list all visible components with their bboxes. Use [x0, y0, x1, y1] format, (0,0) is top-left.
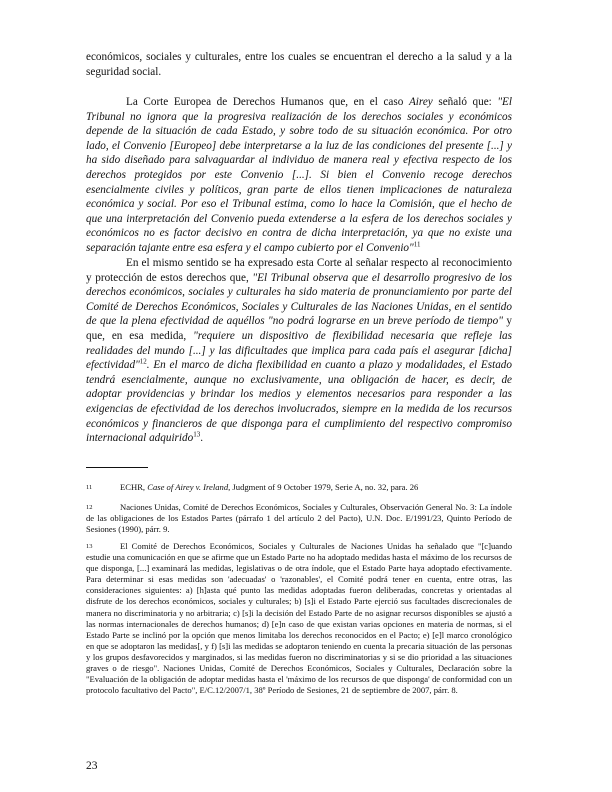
airey-paragraph — [86, 95, 512, 256]
same-sense-paragraph — [86, 256, 512, 446]
intro-text: económicos, sociales y culturales, entre los cuales se encuentran el derecho a la salud y a la seguridad social. — [86, 51, 512, 78]
footnote-13 — [86, 541, 512, 696]
footnote-ref-13: 13 — [193, 430, 201, 439]
airey-quote: "El Tribunal no ignora que la progresiva realización de los derechos sociales y económicos depende de la situación de cada Estado, y sobre todo de su situación económica. Por otro lado, el Convenio [Europeo] debe interpretarse a la luz de las condiciones del presente [...] y ha sido diseñado para salvaguardar al individuo de manera real y efectiva respecto de los derechos protegidos por este Convenio [...]. Si bien el Convenio recoge derechos esencialmente civiles y políticos, gran parte de ellos tienen implicaciones de naturaleza económica y social. Por eso el Tribunal estima, como lo hace la Comisión, que el hecho de que una interpretación del Convenio pueda extenderse a la esfera de los derechos sociales y económicos no es factor decisivo en contra de dicha interpretación, ya que no existe una separación tajante entre esa esfera y el campo cubierto por el Convenio" — [86, 96, 512, 254]
same-mid: y que, en esa medida, — [86, 315, 513, 342]
footnote-11-pre: ECHR, — [120, 482, 148, 492]
same-quote-2: "requiere un dispositivo de flexibilidad necesaria que refleje las realidades del mundo [...] y las dificultades que implica para cada país el asegurar [dicha] efectividad" — [86, 329, 512, 372]
footnote-12 — [86, 502, 512, 535]
intro-paragraph — [86, 50, 512, 79]
footnote-separator — [86, 467, 148, 468]
footnote-13-text: El Comité de Derechos Económicos, Sociales y Culturales de Naciones Unidas ha señalado que "[c]uando estudie una comunicación en que se afirme que un Estado Parte no ha adoptado medidas hasta el máximo de los recursos de que disponga, [...] examinará las medidas, legislativas o de otra índole, que el Estado Parte haya adoptado efectivamente. Para determinar si esas medidas son 'adecuadas' o 'razonables', el Comité podrá tener en cuenta, entre otras, las consideraciones siguientes: a) [h]asta qué punto las medidas adoptadas fueron deliberadas, concretas y orientadas al disfrute de los derechos económicos, sociales y culturales; b) [s]i el Estado Parte ejerció sus facultades discrecionales de manera no discriminatoria y no arbitraria; c) [s]i la decisión del Estado Parte de no asignar recursos disponibles se ajustó a las normas internacionales de derechos humanos; d) [e]n caso de que existan varias opciones en materia de normas, si el Estado Parte se inclinó por la opción que menos limitaba los derechos reconocidos en el Pacto; e) [e]l marco cronológico en que se adoptaron las medidas[, y f) [s]i las medidas se adoptaron teniendo en cuenta la precaria situación de las personas y los grupos desfavorecidos y marginados, si las medidas fueron no discriminatorias y si se dio prioridad a las situaciones graves o de riesgo". Naciones Unidas, Comité de Derechos Económicos, Sociales y Culturales, Declaración sobre la "Evaluación de la obligación de adoptar medidas hasta el 'máximo de los recursos de que disponga' de conformidad con un protocolo facultativo del Pacto", E/C.12/2007/1, 38º Período de Sesiones, 21 de septiembre de 2007, párr. 8. — [86, 541, 512, 696]
footnote-11-post: , Judgment of 9 October 1979, Serie A, no. 32, para. 26 — [228, 482, 419, 492]
footnote-11-case: Case of Airey v. Ireland — [147, 482, 229, 492]
airey-case-name: Airey — [408, 96, 433, 108]
same-quote-1: "El Tribunal observa que el desarrollo progresivo de los derechos económicos, sociales y culturales ha sido materia de pronunciamiento por parte del Comité de Derechos Económicos, Sociales y Culturales de las Naciones Unidas, en el sentido de que la plena efectividad de aquéllos "no podrá lograrse en un breve período de tiempo" — [86, 271, 512, 328]
airey-lead: La Corte Europea de Derechos Humanos que, en el caso — [126, 96, 409, 108]
same-tail: . — [200, 432, 204, 445]
airey-said: señaló que: — [432, 96, 498, 108]
footnote-11-number: 11 — [86, 484, 93, 491]
footnote-ref-12: 12 — [139, 357, 147, 366]
footnote-13-number: 13 — [86, 543, 93, 550]
footnote-ref-11: 11 — [413, 240, 421, 249]
footnote-11 — [86, 482, 512, 493]
page-number: 23 — [86, 760, 98, 772]
same-quote-3: . En el marco de dicha flexibilidad en cuanto a plazo y modalidades, el Estado tendrá esencialmente, aunque no exclusivamente, una obligación de hacer, es decir, de adoptar providencias y brindar los medios y elementos necesarios para responder a las exigencias de efectividad de los derechos involucrados, siempre en la medida de los recursos económicos y financieros de que disponga para el cumplimiento del respectivo compromiso internacional adquirido — [86, 359, 512, 445]
footnote-12-number: 12 — [86, 504, 93, 511]
footnote-12-text: Naciones Unidas, Comité de Derechos Económicos, Sociales y Culturales, Observación General No. 3: La índole de las obligaciones de los Estados Partes (párrafo 1 del artículo 2 del Pacto), U.N. Doc. E/1991/23, Quinto Período de Sesiones (1990), párr. 9. — [86, 502, 512, 535]
same-lead: En el mismo sentido se ha expresado esta Corte al señalar respecto al reconocimiento y protección de estos derechos que, — [86, 257, 512, 284]
